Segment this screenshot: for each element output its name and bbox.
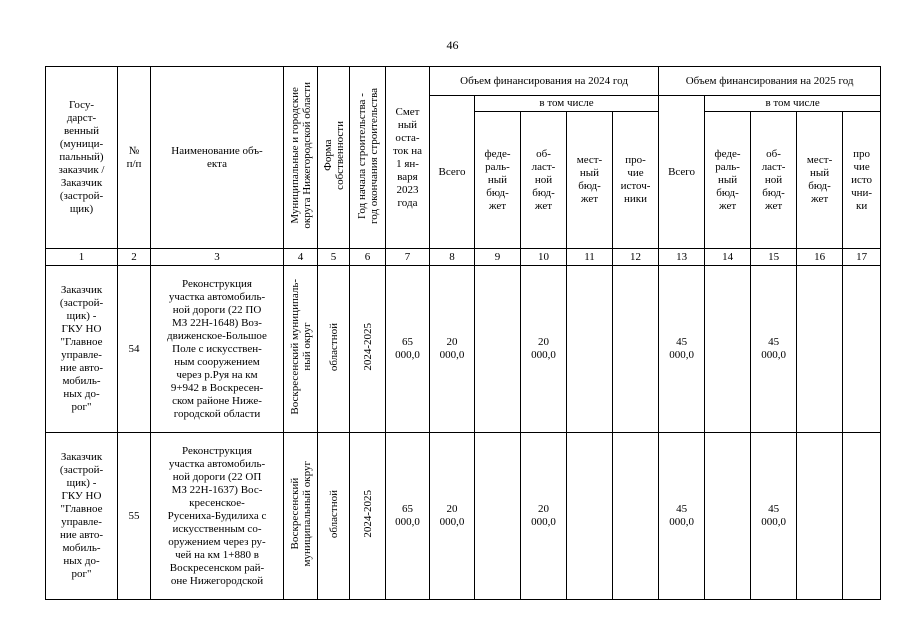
col-number: 5 xyxy=(318,249,350,266)
header-object-name: Наименование объ- екта xyxy=(151,67,284,249)
row-regional-2025: 45 000,0 xyxy=(751,433,797,600)
row-ownership-cell xyxy=(318,433,350,600)
row-object-name: Реконструкция участка автомобиль- ной дороги (22 ПО МЗ 22Н-1648) Воз- движенское-Большое Поле с искусствен- ным сооружением через р.Руя на км 9+942 в Воскресен- ском районе Ниже- городской области xyxy=(151,266,284,433)
header-fin-2025: Объем финансирования на 2025 год xyxy=(659,67,881,96)
col-number: 11 xyxy=(567,249,613,266)
header-other-2025: про чие исто чни- ки xyxy=(843,112,881,249)
col-number: 1 xyxy=(46,249,118,266)
row-ownership: областной xyxy=(327,322,340,372)
header-fin-2024: Объем финансирования на 2024 год xyxy=(430,67,659,96)
header-ownership-cell xyxy=(318,67,350,249)
row-balance: 65 000,0 xyxy=(386,433,430,600)
header-local-2025: мест- ный бюд- жет xyxy=(797,112,843,249)
row-num: 54 xyxy=(118,266,151,433)
row-local-2024 xyxy=(567,433,613,600)
row-regional-2024: 20 000,0 xyxy=(521,266,567,433)
header-municipality-cell xyxy=(284,67,318,249)
col-number: 16 xyxy=(797,249,843,266)
col-number: 4 xyxy=(284,249,318,266)
header-total-2024: Всего xyxy=(430,96,475,249)
row-total-2024: 20 000,0 xyxy=(430,266,475,433)
row-total-2025: 45 000,0 xyxy=(659,266,705,433)
row-customer: Заказчик (застрой- щик) - ГКУ НО "Главное управле- ние авто- мобиль- ных до- рог" xyxy=(46,433,118,600)
col-number: 17 xyxy=(843,249,881,266)
col-number: 13 xyxy=(659,249,705,266)
header-customer: Госу- дарст- венный (муници- пальный) заказчик / Заказчик (застрой- щик) xyxy=(46,67,118,249)
row-federal-2024 xyxy=(475,266,521,433)
header-total-2025: Всего xyxy=(659,96,705,249)
page-number: 46 xyxy=(446,38,459,52)
row-balance: 65 000,0 xyxy=(386,266,430,433)
col-number: 8 xyxy=(430,249,475,266)
row-total-2025: 45 000,0 xyxy=(659,433,705,600)
financing-table xyxy=(45,66,881,600)
row-object-name: Реконструкция участка автомобиль- ной дороги (22 ОП МЗ 22Н-1637) Вос- кресенское- Русениха-Будилиха с искусственным со- оружением через ру- чей на км 1+880 в Воскресенском рай- оне Нижегородской xyxy=(151,433,284,600)
col-number: 7 xyxy=(386,249,430,266)
col-number: 9 xyxy=(475,249,521,266)
table-row xyxy=(46,266,881,433)
row-federal-2024 xyxy=(475,433,521,600)
column-number-row xyxy=(46,249,881,266)
col-number: 12 xyxy=(613,249,659,266)
row-customer: Заказчик (застрой- щик) - ГКУ НО "Главное управле- ние авто- мобиль- ных до- рог" xyxy=(46,266,118,433)
table-row xyxy=(46,433,881,600)
header-other-2024: про- чие источ- ники xyxy=(613,112,659,249)
header-num: № п/п xyxy=(118,67,151,249)
header-years-cell xyxy=(350,67,386,249)
header-regional-2024: об- ласт- ной бюд- жет xyxy=(521,112,567,249)
row-other-2024 xyxy=(613,266,659,433)
row-ownership: областной xyxy=(327,489,340,539)
row-num: 55 xyxy=(118,433,151,600)
row-local-2025 xyxy=(797,266,843,433)
row-municipality-cell xyxy=(284,433,318,600)
row-years-cell xyxy=(350,433,386,600)
row-years: 2024-2025 xyxy=(361,490,374,538)
row-federal-2025 xyxy=(705,266,751,433)
header-including-2024: в том числе xyxy=(475,96,659,112)
row-municipality-cell xyxy=(284,266,318,433)
col-number: 14 xyxy=(705,249,751,266)
row-other-2025 xyxy=(843,266,881,433)
row-municipality: Воскресенский муниципаль- ный округ xyxy=(288,279,313,415)
row-ownership-cell xyxy=(318,266,350,433)
row-total-2024: 20 000,0 xyxy=(430,433,475,600)
row-regional-2025: 45 000,0 xyxy=(751,266,797,433)
header-municipality: Муниципальные и городские округа Нижегородской области xyxy=(288,82,313,229)
row-years: 2024-2025 xyxy=(361,323,374,371)
header-years: Год начала строительства - год окончания строительства xyxy=(355,87,380,224)
header-ownership: Форма собственности xyxy=(321,121,346,190)
header-local-2024: мест- ный бюд- жет xyxy=(567,112,613,249)
header-balance: Смет ный оста- ток на 1 ян- варя 2023 года xyxy=(386,67,430,249)
row-other-2024 xyxy=(613,433,659,600)
row-regional-2024: 20 000,0 xyxy=(521,433,567,600)
col-number: 3 xyxy=(151,249,284,266)
row-municipality: Воскресенский муниципальный округ xyxy=(288,461,313,567)
col-number: 10 xyxy=(521,249,567,266)
header-including-2025: в том числе xyxy=(705,96,881,112)
header-regional-2025: об- ласт- ной бюд- жет xyxy=(751,112,797,249)
row-other-2025 xyxy=(843,433,881,600)
col-number: 6 xyxy=(350,249,386,266)
row-years-cell xyxy=(350,266,386,433)
row-local-2024 xyxy=(567,266,613,433)
row-local-2025 xyxy=(797,433,843,600)
col-number: 2 xyxy=(118,249,151,266)
header-federal-2024: феде- раль- ный бюд- жет xyxy=(475,112,521,249)
col-number: 15 xyxy=(751,249,797,266)
row-federal-2025 xyxy=(705,433,751,600)
header-federal-2025: феде- раль- ный бюд- жет xyxy=(705,112,751,249)
